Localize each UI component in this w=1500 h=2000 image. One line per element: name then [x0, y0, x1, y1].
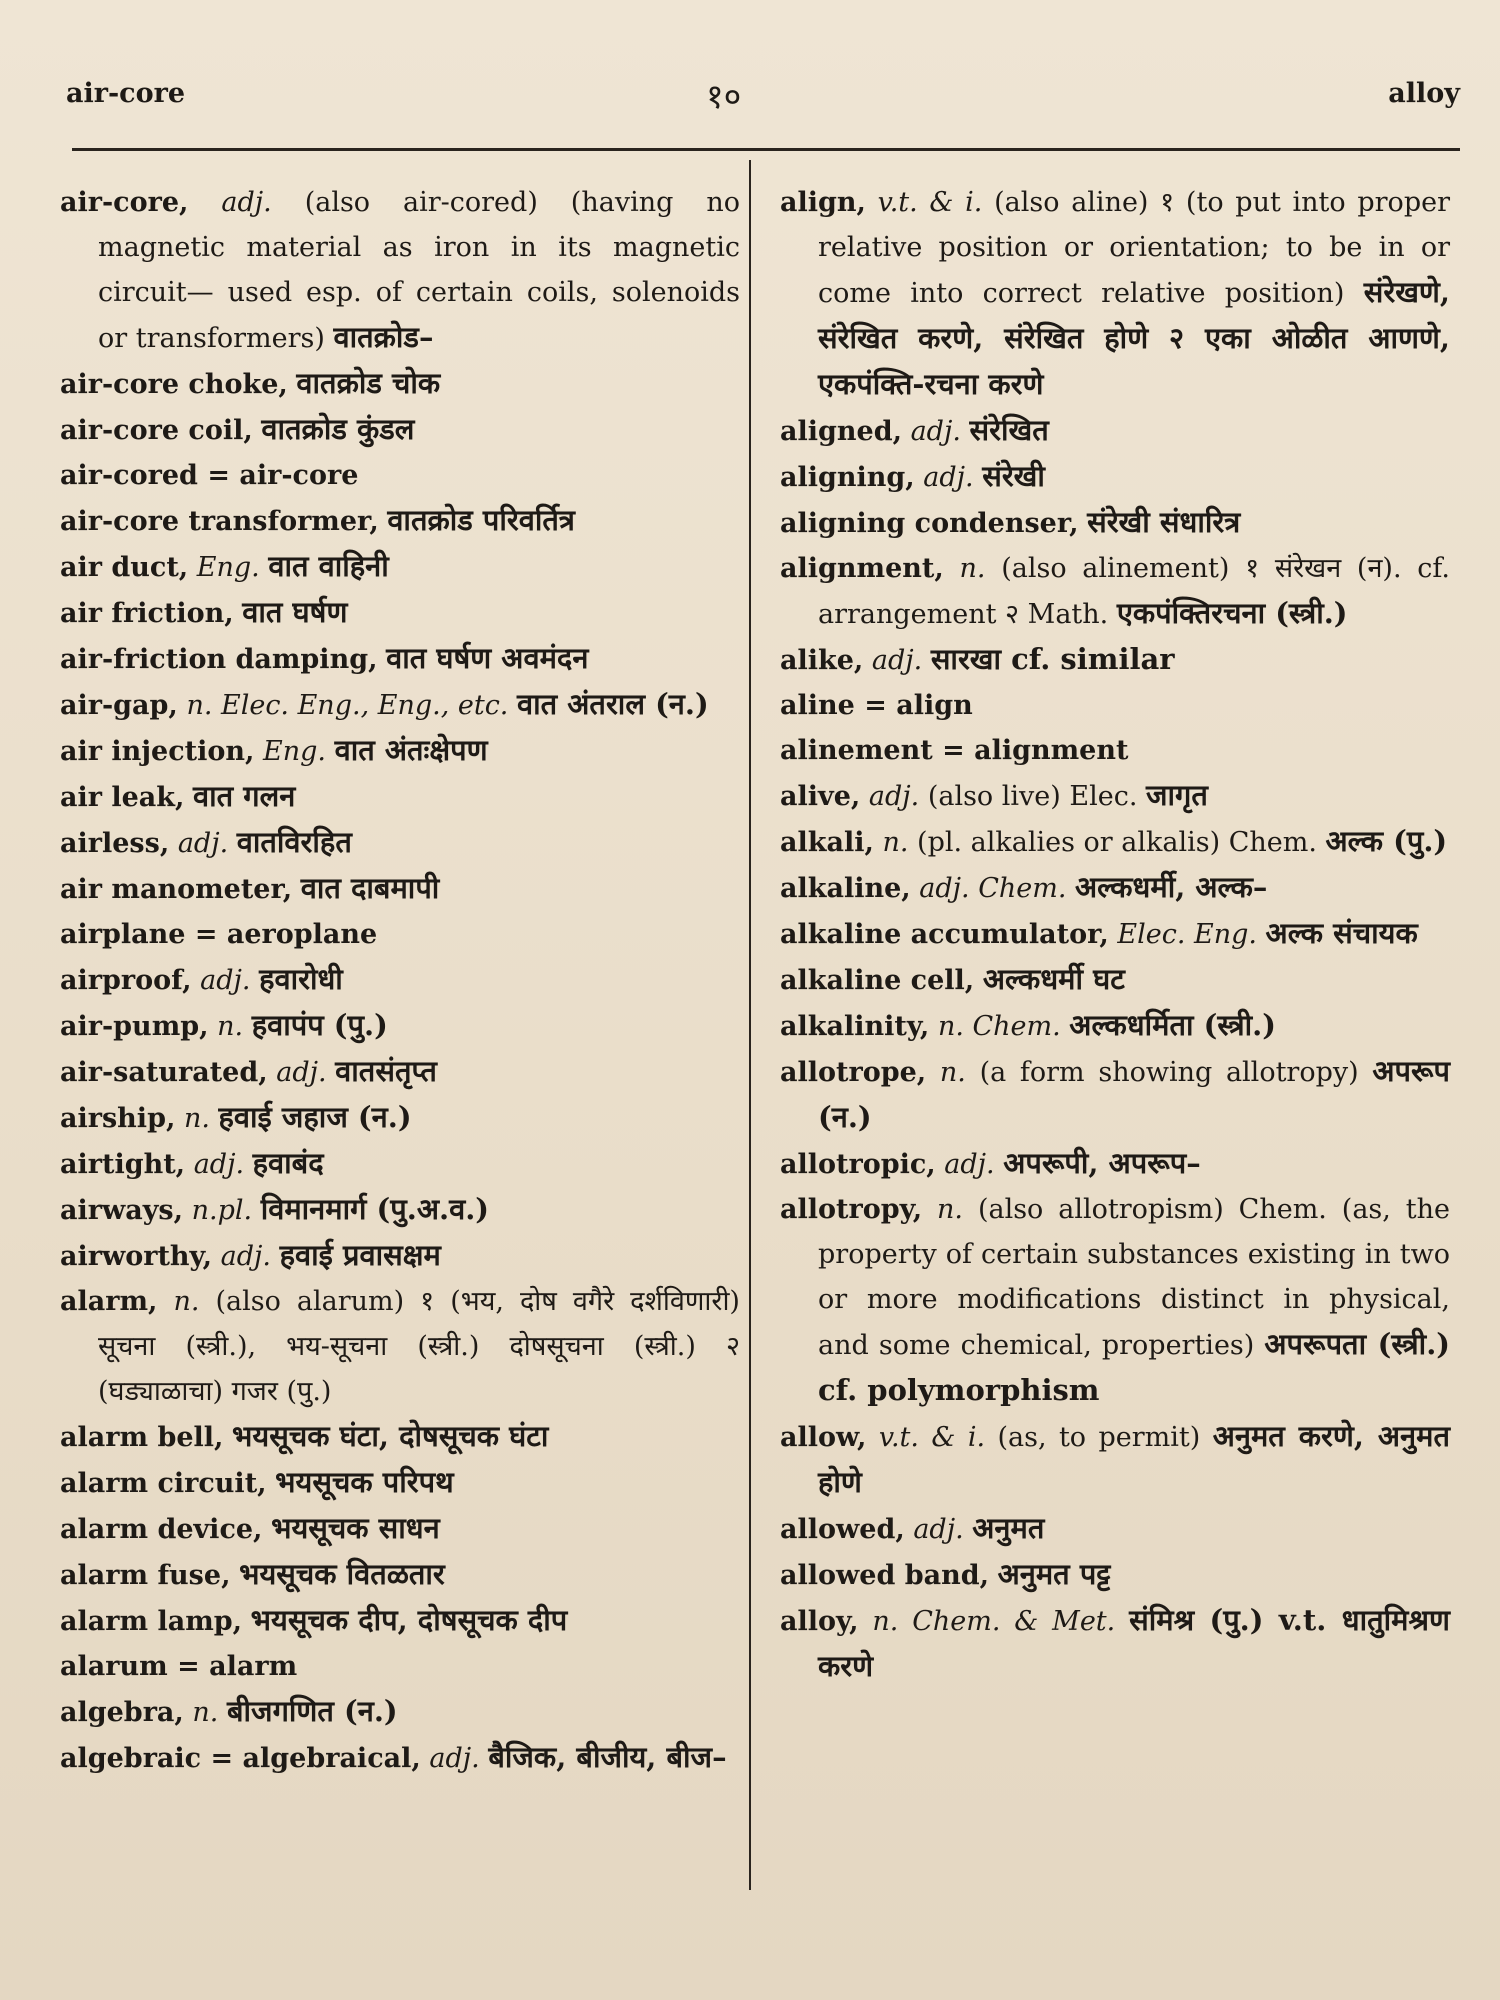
marathi-equivalent: अल्कधर्मिता (स्त्री.) [1069, 1008, 1276, 1042]
dictionary-entry [60, 1279, 740, 1414]
headword: airways, [60, 1195, 184, 1226]
dictionary-entry [780, 865, 1450, 911]
dictionary-entry [60, 407, 740, 453]
dictionary-entry [780, 1506, 1450, 1552]
marathi-equivalent: अनुमत [972, 1511, 1045, 1545]
column-divider [749, 160, 751, 1890]
right-column [780, 180, 1450, 1690]
marathi-equivalent: अनुमत पट्ट [997, 1557, 1111, 1591]
headword: alarm bell, [60, 1422, 224, 1453]
grammar-label: n. [217, 1011, 244, 1042]
marathi-equivalent: अपरूप (न.) [818, 1054, 1451, 1134]
marathi-equivalent: वातक्रोड चोक [296, 366, 441, 400]
grammar-label: n. [192, 1697, 219, 1728]
marathi-equivalent: अल्कधर्मी, अल्क– [1075, 870, 1268, 904]
dictionary-entry [60, 361, 740, 407]
grammar-label: adj. [944, 1149, 995, 1180]
grammar-label: n. Elec. Eng., Eng., etc. [186, 690, 509, 721]
marathi-equivalent: वातक्रोड कुंडल [261, 412, 415, 446]
definition: (also alarum) १ (भय, दोष वगैरे दर्शविणारी) सूचना (स्त्री.), भय-सूचना (स्त्री.) दोषसूचना (स्त्री.) २ (घड्याळाचा) गजर (पु.) [98, 1286, 740, 1407]
grammar-label: adj. Chem. [919, 873, 1067, 904]
dictionary-entry [780, 1049, 1450, 1141]
headword: allow, [780, 1422, 867, 1453]
marathi-equivalent: अल्क (पु.) [1325, 824, 1448, 858]
grammar-label: adj. [200, 965, 251, 996]
headword: alarm, [60, 1286, 158, 1317]
dictionary-entry [60, 498, 740, 544]
dictionary-entry [780, 773, 1450, 819]
marathi-equivalent: वातसंतृप्त [335, 1054, 437, 1088]
dictionary-entry [780, 408, 1450, 454]
dictionary-entry [780, 180, 1450, 408]
grammar-label: n. [173, 1286, 200, 1317]
definition: (as, to permit) [997, 1422, 1201, 1453]
grammar-label: adj. [923, 462, 974, 493]
grammar-label: n. [959, 553, 986, 584]
marathi-equivalent: संरेखणे, संरेखित करणे, संरेखित होणे २ एका ओळीत आणणे, एकपंक्ति-रचना करणे [818, 275, 1450, 401]
headword: air duct, [60, 552, 189, 583]
dictionary-entry [780, 728, 1450, 773]
marathi-equivalent: वात गलन [193, 779, 296, 813]
dictionary-entry [780, 1187, 1450, 1414]
marathi-equivalent: वातविरहित [236, 825, 352, 859]
dictionary-entry [60, 1187, 740, 1233]
headword: air-saturated, [60, 1057, 268, 1088]
dictionary-entry [60, 180, 740, 361]
dictionary-entry [780, 454, 1450, 500]
marathi-equivalent: वात अंतःक्षेपण [334, 733, 488, 767]
marathi-equivalent: अपरूपता (स्त्री.) cf. polymorphism [818, 1327, 1451, 1407]
dictionary-entry [60, 728, 740, 774]
headword: allotropic, [780, 1149, 936, 1180]
marathi-equivalent: हवाबंद [252, 1146, 324, 1180]
headword: alkaline, [780, 873, 911, 904]
running-head [66, 78, 1460, 118]
grammar-label: adj. [913, 1514, 964, 1545]
page-number: १० [706, 77, 742, 117]
grammar-label: Elec. Eng. [1117, 919, 1257, 950]
headword: alinement = alignment [780, 735, 1129, 766]
headword: airless, [60, 828, 170, 859]
marathi-equivalent: सारखा cf. similar [930, 642, 1175, 676]
definition: (pl. alkalies or alkalis) Chem. [917, 827, 1317, 858]
dictionary-entry [780, 1598, 1450, 1690]
marathi-equivalent: भयसूचक घंटा, दोषसूचक घंटा [232, 1419, 549, 1453]
dictionary-entry [780, 500, 1450, 546]
dictionary-entry [60, 1233, 740, 1279]
definition: (also alinement) १ संरेखन (न). cf. arrangement २ Math. [818, 553, 1450, 630]
dictionary-entry [60, 1552, 740, 1598]
marathi-equivalent: वात दाबमापी [300, 871, 440, 905]
headword: aligned, [780, 416, 902, 447]
headword: allotrope, [780, 1057, 927, 1088]
headword: alignment, [780, 553, 944, 584]
headword: alarum = alarm [60, 1651, 298, 1682]
grammar-label: n.pl. [191, 1195, 253, 1226]
headword: algebraic = algebraical, [60, 1743, 421, 1774]
headword: alkali, [780, 827, 874, 858]
definition: (also air-cored) (having no magnetic material as iron in its magnetic circuit— used esp. of certain coils, solenoids or transformers) [98, 187, 740, 354]
headword: airworthy, [60, 1241, 213, 1272]
guide-word-left: air-core [66, 78, 186, 109]
headword: algebra, [60, 1697, 184, 1728]
dictionary-entry [60, 1141, 740, 1187]
dictionary-entry [60, 453, 740, 498]
dictionary-entry [60, 1095, 740, 1141]
marathi-equivalent: जागृत [1146, 778, 1208, 812]
dictionary-entry [60, 774, 740, 820]
headword: alike, [780, 645, 864, 676]
dictionary-entry [780, 1003, 1450, 1049]
marathi-equivalent: संरेखी [982, 459, 1045, 493]
headword: air-pump, [60, 1011, 209, 1042]
grammar-label: n. [183, 1103, 210, 1134]
marathi-equivalent: वातक्रोड– [333, 320, 434, 354]
marathi-equivalent: भयसूचक वितळतार [239, 1557, 445, 1591]
headword: airship, [60, 1103, 176, 1134]
grammar-label: adj. [429, 1743, 480, 1774]
dictionary-entry [60, 1644, 740, 1689]
grammar-label: n. Chem. & Met. [872, 1606, 1116, 1637]
dictionary-entry [60, 1598, 740, 1644]
headword: aligning condenser, [780, 508, 1079, 539]
headword: allowed, [780, 1514, 905, 1545]
marathi-equivalent: भयसूचक दीप, दोषसूचक दीप [250, 1603, 568, 1637]
grammar-label: n. [939, 1057, 966, 1088]
headword: air friction, [60, 598, 234, 629]
marathi-equivalent: हवाई जहाज (न.) [218, 1100, 412, 1134]
dictionary-entry [60, 1689, 740, 1735]
grammar-label: Eng. [196, 552, 260, 583]
headword: airplane = aeroplane [60, 919, 378, 950]
grammar-label: n. [882, 827, 909, 858]
marathi-equivalent: भयसूचक परिपथ [275, 1465, 454, 1499]
headword: aline = align [780, 690, 973, 721]
dictionary-entry [60, 1735, 740, 1781]
dictionary-entry [60, 636, 740, 682]
marathi-equivalent: अपरूपी, अपरूप– [1003, 1146, 1201, 1180]
guide-word-right: alloy [1388, 78, 1460, 109]
headword: air-core, [60, 187, 189, 218]
grammar-label: n. Chem. [937, 1011, 1061, 1042]
grammar-label: adj. [193, 1149, 245, 1180]
dictionary-entry [780, 1552, 1450, 1598]
grammar-label: adj. [276, 1057, 327, 1088]
grammar-label: v.t. & i. [878, 1422, 986, 1453]
definition: (a form showing allotropy) [979, 1057, 1359, 1088]
headword: air-core transformer, [60, 506, 379, 537]
headword: air manometer, [60, 874, 293, 905]
headword: allowed band, [780, 1560, 989, 1591]
marathi-equivalent: संमिश्र (पु.) v.t. धातुमिश्रण करणे [818, 1603, 1450, 1683]
headword: alkalinity, [780, 1011, 930, 1042]
marathi-equivalent: बैजिक, बीजीय, बीज– [488, 1740, 727, 1774]
headword: airproof, [60, 965, 192, 996]
definition: (also live) Elec. [927, 781, 1138, 812]
dictionary-entry [60, 957, 740, 1003]
headword: alarm device, [60, 1514, 263, 1545]
marathi-equivalent: हवाई प्रवासक्षम [279, 1238, 441, 1272]
grammar-label: Eng. [263, 736, 326, 767]
grammar-label: adj. [910, 416, 961, 447]
grammar-label: n. [937, 1194, 964, 1225]
headword: alkaline accumulator, [780, 919, 1109, 950]
headword: alloy, [780, 1606, 859, 1637]
headword: air-core coil, [60, 415, 253, 446]
dictionary-entry [780, 911, 1450, 957]
marathi-equivalent: संरेखित [969, 413, 1049, 447]
headword: air-gap, [60, 690, 178, 721]
grammar-label: adj. [868, 781, 920, 812]
marathi-equivalent: वात वाहिनी [268, 549, 389, 583]
dictionary-entry [60, 682, 740, 728]
dictionary-entry [60, 1003, 740, 1049]
dictionary-entry [780, 1414, 1450, 1506]
headword: air-cored = air-core [60, 460, 359, 491]
dictionary-entry [60, 1506, 740, 1552]
headword: air injection, [60, 736, 255, 767]
dictionary-entry [780, 957, 1450, 1003]
grammar-label: adj. [221, 187, 272, 218]
marathi-equivalent: वात घर्षण अवमंदन [386, 641, 589, 675]
marathi-equivalent: विमानमार्ग (पु.अ.व.) [260, 1192, 490, 1226]
marathi-equivalent: हवारोधी [259, 962, 343, 996]
header-rule [72, 148, 1460, 151]
dictionary-entry [780, 546, 1450, 637]
headword: alarm circuit, [60, 1468, 267, 1499]
headword: alarm lamp, [60, 1606, 243, 1637]
definition: (also aline) १ (to put into proper relative position or orientation; to be in or come into correct relative position) [818, 187, 1450, 309]
grammar-label: adj. [871, 645, 923, 676]
marathi-equivalent: बीजगणित (न.) [226, 1694, 398, 1728]
grammar-label: v.t. & i. [877, 187, 983, 218]
dictionary-entry [60, 866, 740, 912]
dictionary-entry [60, 1414, 740, 1460]
dictionary-entry [60, 590, 740, 636]
headword: aligning, [780, 462, 915, 493]
marathi-equivalent: भयसूचक साधन [271, 1511, 440, 1545]
headword: align, [780, 187, 866, 218]
grammar-label: adj. [177, 828, 229, 859]
headword: alkaline cell, [780, 965, 975, 996]
grammar-label: adj. [220, 1241, 271, 1272]
headword: alarm fuse, [60, 1560, 231, 1591]
marathi-equivalent: संरेखी संधारित्र [1087, 505, 1241, 539]
marathi-equivalent: एकपंक्तिरचना (स्त्री.) [1116, 596, 1348, 630]
headword: alive, [780, 781, 861, 812]
dictionary-entry [780, 1141, 1450, 1187]
dictionary-entry [60, 1460, 740, 1506]
definition: (also allotropism) Chem. (as, the property of certain substances existing in two or more modifications distinct in physical, and some chemical, properties) [818, 1194, 1450, 1361]
headword: air leak, [60, 782, 185, 813]
marathi-equivalent: हवापंप (पु.) [251, 1008, 388, 1042]
dictionary-entry [60, 544, 740, 590]
marathi-equivalent: वात घर्षण [242, 595, 348, 629]
dictionary-entry [60, 912, 740, 957]
marathi-equivalent: वातक्रोड परिवर्तित्र [387, 503, 575, 537]
dictionary-entry [780, 819, 1450, 865]
headword: air-friction damping, [60, 644, 378, 675]
marathi-equivalent: अल्कधर्मी घट [982, 962, 1125, 996]
marathi-equivalent: अनुमत करणे, अनुमत होणे [818, 1419, 1450, 1499]
dictionary-entry [780, 637, 1450, 683]
dictionary-entry [60, 820, 740, 866]
dictionary-entry [780, 683, 1450, 728]
marathi-equivalent: अल्क संचायक [1265, 916, 1418, 950]
left-column [60, 180, 740, 1781]
marathi-equivalent: वात अंतराल (न.) [517, 687, 709, 721]
dictionary-entry [60, 1049, 740, 1095]
headword: airtight, [60, 1149, 186, 1180]
headword: allotropy, [780, 1194, 923, 1225]
headword: air-core choke, [60, 369, 288, 400]
